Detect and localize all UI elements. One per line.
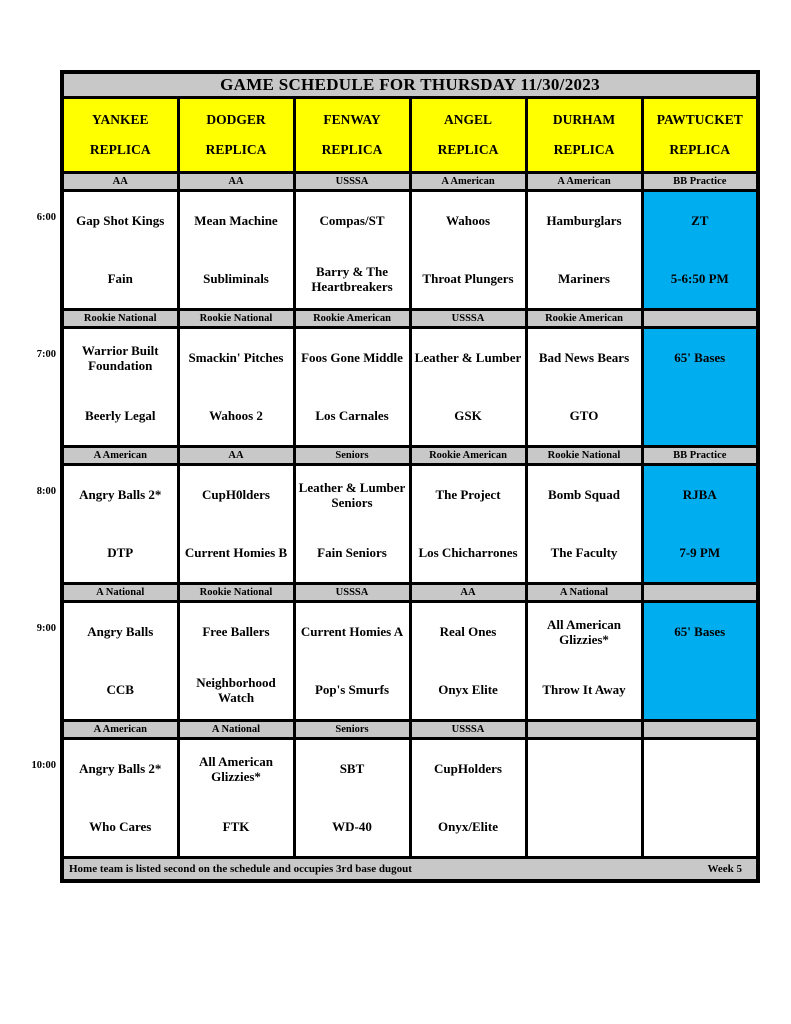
division-cell: A National	[62, 584, 178, 602]
home-team: The Faculty	[550, 545, 618, 561]
game-cell	[294, 465, 410, 584]
empty-game-cell	[642, 739, 758, 858]
practice-cell	[642, 191, 758, 310]
game-cell	[410, 465, 526, 584]
away-team: Current Homies A	[300, 624, 404, 640]
week-label: Week 5	[707, 863, 742, 875]
division-cell: Rookie American	[294, 310, 410, 328]
away-team: Warrior Built Foundation	[81, 342, 159, 373]
field-header-inner	[180, 99, 293, 171]
game-row-10	[62, 739, 758, 858]
time-label-10: 10:00	[31, 760, 56, 771]
game-row-7	[62, 328, 758, 447]
footer-cell	[62, 858, 758, 882]
division-cell: A American	[526, 173, 642, 191]
home-team: Beerly Legal	[85, 408, 156, 424]
game-cell	[178, 465, 294, 584]
away-team: Real Ones	[439, 624, 497, 640]
division-row-10	[62, 721, 758, 739]
home-team: Fain	[107, 271, 133, 287]
home-team	[644, 798, 757, 856]
division-row-6	[62, 173, 758, 191]
practice-name: 65' Bases	[674, 350, 726, 366]
game-inner	[412, 192, 525, 308]
practice-name: ZT	[691, 213, 709, 229]
practice-cell	[642, 328, 758, 447]
division-cell: AA	[178, 447, 294, 465]
game-row-8	[62, 465, 758, 584]
division-row-8	[62, 447, 758, 465]
field-sub: REPLICA	[321, 141, 383, 157]
game-cell	[294, 739, 410, 858]
schedule-title: GAME SCHEDULE FOR THURSDAY 11/30/2023	[62, 72, 758, 98]
field-name: ANGEL	[443, 112, 492, 128]
away-team: Hamburglars	[546, 213, 622, 229]
division-cell: Seniors	[294, 447, 410, 465]
away-team: Smackin' Pitches	[188, 350, 284, 366]
game-inner	[296, 192, 409, 308]
field-name: YANKEE	[91, 112, 149, 128]
away-team: Leather & Lumber	[414, 350, 522, 366]
home-team: Los Carnales	[315, 408, 389, 424]
game-inner	[64, 329, 177, 445]
game-cell	[294, 328, 410, 447]
division-cell: A National	[526, 584, 642, 602]
practice-time	[644, 387, 757, 445]
game-cell	[410, 602, 526, 721]
time-label-9: 9:00	[36, 623, 56, 634]
game-cell	[294, 602, 410, 721]
field-header-pawtucket	[642, 98, 758, 173]
game-cell	[178, 191, 294, 310]
time-label-8: 8:00	[36, 486, 56, 497]
away-team: Free Ballers	[202, 624, 270, 640]
home-team: Neighborhood Watch	[196, 674, 276, 705]
division-cell: A American	[62, 721, 178, 739]
practice-name: RJBA	[682, 487, 717, 503]
division-cell	[642, 310, 758, 328]
home-team: CCB	[106, 682, 134, 698]
game-inner	[644, 740, 757, 856]
practice-name: 65' Bases	[674, 624, 726, 640]
game-cell	[178, 602, 294, 721]
division-cell: USSSA	[410, 721, 526, 739]
division-cell: USSSA	[410, 310, 526, 328]
game-inner	[296, 740, 409, 856]
field-sub: REPLICA	[669, 141, 731, 157]
game-inner	[528, 466, 641, 582]
game-inner	[644, 603, 757, 719]
game-cell	[62, 328, 178, 447]
practice-time: 7-9 PM	[679, 545, 721, 561]
division-cell: Rookie American	[410, 447, 526, 465]
game-cell	[294, 191, 410, 310]
home-team: Mariners	[558, 271, 610, 287]
away-team: All American Glizzies*	[546, 616, 621, 647]
game-inner	[412, 466, 525, 582]
away-team: Compas/ST	[319, 213, 385, 229]
game-inner	[64, 740, 177, 856]
game-cell	[410, 739, 526, 858]
game-inner	[412, 329, 525, 445]
division-cell: Rookie National	[178, 310, 294, 328]
game-inner	[296, 466, 409, 582]
division-cell: BB Practice	[642, 173, 758, 191]
game-inner	[528, 603, 641, 719]
empty-game-cell	[526, 739, 642, 858]
game-schedule-table	[60, 70, 760, 883]
game-cell	[62, 602, 178, 721]
away-team: Angry Balls 2*	[79, 487, 162, 503]
division-cell	[526, 721, 642, 739]
field-header-angel	[410, 98, 526, 173]
home-team: Throat Plungers	[422, 271, 514, 287]
division-cell: Rookie National	[62, 310, 178, 328]
away-team: Mean Machine	[194, 213, 278, 229]
schedule-sheet	[4, 70, 760, 883]
division-cell	[642, 584, 758, 602]
game-inner	[180, 740, 293, 856]
away-team: Gap Shot Kings	[76, 213, 165, 229]
division-cell: USSSA	[294, 584, 410, 602]
game-cell	[526, 465, 642, 584]
division-cell: AA	[410, 584, 526, 602]
home-team: Fain Seniors	[317, 545, 387, 561]
title-row	[62, 72, 758, 98]
game-inner	[180, 603, 293, 719]
field-name: PAWTUCKET	[656, 112, 743, 128]
field-header-inner	[296, 99, 409, 171]
field-header-yankee	[62, 98, 178, 173]
time-label-7: 7:00	[36, 349, 56, 360]
division-cell: USSSA	[294, 173, 410, 191]
field-name: DURHAM	[552, 112, 616, 128]
game-cell	[526, 328, 642, 447]
time-label-6: 6:00	[36, 212, 56, 223]
home-team: Pop's Smurfs	[314, 682, 390, 698]
division-cell: Rookie National	[526, 447, 642, 465]
game-inner	[180, 466, 293, 582]
away-team: Foos Gone Middle	[301, 350, 403, 366]
game-inner	[296, 603, 409, 719]
home-team: GTO	[569, 408, 599, 424]
division-cell: AA	[178, 173, 294, 191]
home-team: Onyx Elite	[438, 682, 498, 698]
away-team: Bad News Bears	[538, 350, 630, 366]
away-team: SBT	[339, 761, 365, 777]
home-team: Throw It Away	[542, 682, 626, 698]
away-team: CupHolders	[434, 761, 502, 777]
field-header-row	[62, 98, 758, 173]
game-inner	[528, 192, 641, 308]
game-inner	[644, 466, 757, 582]
away-team	[528, 740, 641, 798]
game-cell	[526, 191, 642, 310]
division-row-7	[62, 310, 758, 328]
field-header-inner	[412, 99, 525, 171]
home-team: DTP	[107, 545, 134, 561]
division-cell: A American	[410, 173, 526, 191]
away-team: All American Glizzies*	[198, 753, 273, 784]
game-inner	[64, 603, 177, 719]
away-team: Angry Balls	[87, 624, 154, 640]
game-inner	[528, 329, 641, 445]
division-cell: A National	[178, 721, 294, 739]
footer-inner	[64, 863, 756, 875]
division-cell: Rookie National	[178, 584, 294, 602]
division-cell: A American	[62, 447, 178, 465]
away-team: CupH0lders	[202, 487, 270, 503]
division-cell: Seniors	[294, 721, 410, 739]
game-inner	[64, 192, 177, 308]
division-cell: AA	[62, 173, 178, 191]
away-team	[644, 740, 757, 798]
game-inner	[528, 740, 641, 856]
field-header-durham	[526, 98, 642, 173]
away-team: Angry Balls 2*	[79, 761, 162, 777]
home-team: Barry & The Heartbreakers	[311, 263, 393, 294]
home-team	[528, 798, 641, 856]
home-team: WD-40	[332, 819, 372, 835]
field-name: DODGER	[206, 112, 266, 128]
division-cell: BB Practice	[642, 447, 758, 465]
game-inner	[180, 329, 293, 445]
field-sub: REPLICA	[437, 141, 499, 157]
game-cell	[526, 602, 642, 721]
division-cell	[642, 721, 758, 739]
game-inner	[644, 192, 757, 308]
home-team: Wahoos 2	[209, 408, 263, 424]
home-team: Onyx/Elite	[438, 819, 498, 835]
home-team: Los Chicharrones	[418, 545, 518, 561]
practice-time	[644, 661, 757, 719]
division-row-9	[62, 584, 758, 602]
field-header-fenway	[294, 98, 410, 173]
game-cell	[62, 739, 178, 858]
game-inner	[644, 329, 757, 445]
practice-cell	[642, 602, 758, 721]
home-team: Current Homies B	[184, 545, 288, 561]
practice-cell	[642, 465, 758, 584]
home-team: FTK	[222, 819, 250, 835]
game-cell	[62, 465, 178, 584]
field-header-inner	[64, 99, 177, 171]
game-row-6	[62, 191, 758, 310]
away-team: The Project	[435, 487, 501, 503]
game-inner	[412, 740, 525, 856]
field-sub: REPLICA	[205, 141, 267, 157]
game-inner	[64, 466, 177, 582]
game-cell	[410, 191, 526, 310]
field-sub: REPLICA	[89, 141, 151, 157]
field-sub: REPLICA	[553, 141, 615, 157]
game-inner	[180, 192, 293, 308]
away-team: Bomb Squad	[548, 487, 620, 503]
game-cell	[410, 328, 526, 447]
division-cell: Rookie American	[526, 310, 642, 328]
home-team: Who Cares	[89, 819, 152, 835]
game-row-9	[62, 602, 758, 721]
field-name: FENWAY	[323, 112, 381, 128]
game-cell	[178, 328, 294, 447]
field-header-inner	[528, 99, 641, 171]
away-team: Leather & Lumber Seniors	[298, 479, 406, 510]
footer-row	[62, 858, 758, 882]
home-team: Subliminals	[203, 271, 269, 287]
footer-note: Home team is listed second on the schedule and occupies 3rd base dugout	[69, 863, 412, 875]
away-team: Wahoos	[445, 213, 491, 229]
game-inner	[296, 329, 409, 445]
field-header-inner	[644, 99, 757, 171]
game-cell	[178, 739, 294, 858]
home-team: GSK	[454, 408, 482, 424]
game-inner	[412, 603, 525, 719]
field-header-dodger	[178, 98, 294, 173]
game-cell	[62, 191, 178, 310]
practice-time: 5-6:50 PM	[670, 271, 729, 287]
